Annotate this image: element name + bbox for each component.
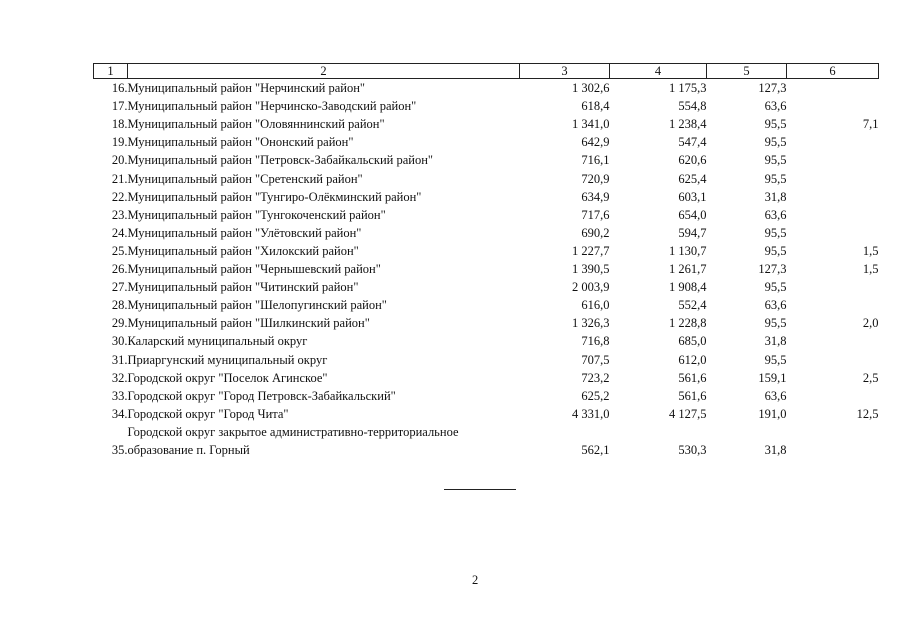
row-value-col5: 127,3 — [758, 262, 787, 277]
row-value-col5: 63,6 — [764, 298, 787, 313]
row-value-col6: 7,1 — [862, 117, 879, 132]
row-value-col4: 625,4 — [678, 171, 707, 186]
row-number: 17. — [111, 99, 128, 114]
page-number: 2 — [472, 573, 479, 587]
row-name: Городской округ "Город Чита" — [127, 406, 289, 421]
row-value-col4: 1 228,8 — [669, 316, 707, 331]
header-col-4: 4 — [610, 64, 707, 79]
row-value-col5: 95,5 — [764, 171, 787, 186]
table-row — [94, 350, 879, 368]
row-name: Муниципальный район "Нерчинский район" — [127, 81, 365, 96]
row-value-col4: 603,1 — [678, 189, 707, 204]
row-value-col6 — [787, 188, 879, 206]
budget-table — [93, 63, 879, 459]
row-value-col6 — [787, 224, 879, 242]
row-number: 23. — [111, 207, 128, 222]
header-col-6: 6 — [787, 64, 879, 79]
row-name: Муниципальный район "Нерчинско-Заводский район" — [127, 99, 417, 114]
row-value-col3: 707,5 — [581, 352, 610, 367]
row-number: 32. — [111, 370, 128, 385]
row-value-col4: 1 908,4 — [669, 280, 707, 295]
row-value-col6: 1,5 — [862, 243, 879, 258]
row-value-col5: 31,8 — [764, 334, 787, 349]
row-value-col5: 95,5 — [764, 280, 787, 295]
table-row — [94, 387, 879, 405]
row-value-col3: 618,4 — [581, 99, 610, 114]
row-number: 22. — [111, 189, 128, 204]
row-value-col3: 625,2 — [581, 388, 610, 403]
row-value-col5: 95,5 — [764, 135, 787, 150]
row-value-col4: 1 175,3 — [669, 81, 707, 96]
row-value-col4: 594,7 — [678, 225, 707, 240]
table-row — [94, 188, 879, 206]
row-value-col5: 95,5 — [764, 352, 787, 367]
row-value-col3: 723,2 — [581, 370, 610, 385]
row-value-col5: 127,3 — [758, 81, 787, 96]
row-number: 35. — [111, 442, 128, 457]
row-name: Муниципальный район "Тунгиро-Олёкминский район" — [127, 189, 422, 204]
table-row — [94, 314, 879, 332]
row-value-col6 — [787, 133, 879, 151]
row-number: 29. — [111, 316, 128, 331]
row-value-col6: 12,5 — [856, 406, 879, 421]
row-value-col3: 4 331,0 — [572, 406, 610, 421]
row-number: 31. — [111, 352, 128, 367]
table-row — [94, 405, 879, 423]
row-value-col6: 1,5 — [862, 262, 879, 277]
separator-line — [444, 489, 516, 490]
table-row — [94, 115, 879, 133]
row-value-col3: 716,1 — [581, 153, 610, 168]
row-value-col6 — [787, 423, 879, 459]
row-value-col5: 31,8 — [764, 442, 787, 457]
row-value-col6 — [787, 350, 879, 368]
table-row — [94, 260, 879, 278]
row-value-col4: 547,4 — [678, 135, 707, 150]
row-number: 25. — [111, 243, 128, 258]
row-value-col4: 1 238,4 — [669, 117, 707, 132]
row-value-col4: 4 127,5 — [669, 406, 707, 421]
row-number: 30. — [111, 334, 128, 349]
table-row — [94, 97, 879, 115]
row-value-col4: 1 130,7 — [669, 243, 707, 258]
row-value-col4: 612,0 — [678, 352, 707, 367]
row-value-col3: 1 326,3 — [572, 316, 610, 331]
row-name: Муниципальный район "Оловяннинский район" — [127, 117, 385, 132]
row-number: 24. — [111, 225, 128, 240]
row-name: Муниципальный район "Чернышевский район" — [127, 262, 381, 277]
row-value-col4: 685,0 — [678, 334, 707, 349]
row-name: Городской округ "Поселок Агинское" — [127, 370, 328, 385]
table-row — [94, 79, 879, 98]
row-value-col6 — [787, 79, 879, 98]
row-value-col6 — [787, 296, 879, 314]
row-value-col3: 690,2 — [581, 225, 610, 240]
row-value-col3: 1 341,0 — [572, 117, 610, 132]
table-row — [94, 332, 879, 350]
row-name: Муниципальный район "Улётовский район" — [127, 225, 362, 240]
row-number: 27. — [111, 280, 128, 295]
row-number: 18. — [111, 117, 128, 132]
row-name: Муниципальный район "Петровск-Забайкальский район" — [127, 153, 433, 168]
row-value-col3: 562,1 — [581, 442, 610, 457]
row-name: Муниципальный район "Тунгокоченский район" — [127, 207, 386, 222]
row-value-col5: 95,5 — [764, 243, 787, 258]
row-value-col6 — [787, 151, 879, 169]
row-name: Городской округ закрытое административно-территориальное образование п. Горный — [127, 424, 459, 457]
table-row — [94, 242, 879, 260]
row-number: 34. — [111, 406, 128, 421]
row-value-col3: 1 227,7 — [572, 243, 610, 258]
row-value-col6 — [787, 97, 879, 115]
row-value-col3: 716,8 — [581, 334, 610, 349]
row-value-col6 — [787, 278, 879, 296]
row-number: 21. — [111, 171, 128, 186]
table-row — [94, 224, 879, 242]
table-row — [94, 423, 879, 459]
row-number: 19. — [111, 135, 128, 150]
row-name: Каларский муниципальный округ — [127, 334, 308, 349]
row-value-col6: 2,5 — [862, 370, 879, 385]
row-value-col6 — [787, 169, 879, 187]
row-value-col5: 63,6 — [764, 207, 787, 222]
row-value-col3: 1 390,5 — [572, 262, 610, 277]
row-value-col4: 552,4 — [678, 298, 707, 313]
row-value-col3: 717,6 — [581, 207, 610, 222]
row-value-col5: 95,5 — [764, 225, 787, 240]
row-value-col4: 620,6 — [678, 153, 707, 168]
header-col-5: 5 — [707, 64, 787, 79]
row-name: Муниципальный район "Ононский район" — [127, 135, 354, 150]
table-row — [94, 369, 879, 387]
row-value-col3: 634,9 — [581, 189, 610, 204]
row-value-col3: 642,9 — [581, 135, 610, 150]
row-name: Муниципальный район "Хилокский район" — [127, 243, 359, 258]
row-value-col5: 63,6 — [764, 99, 787, 114]
table-row — [94, 169, 879, 187]
row-value-col5: 95,5 — [764, 153, 787, 168]
row-value-col4: 554,8 — [678, 99, 707, 114]
row-value-col6 — [787, 332, 879, 350]
row-value-col4: 530,3 — [678, 442, 707, 457]
row-value-col3: 1 302,6 — [572, 81, 610, 96]
row-name: Муниципальный район "Шилкинский район" — [127, 316, 370, 331]
row-value-col6: 2,0 — [862, 316, 879, 331]
row-name: Муниципальный район "Сретенский район" — [127, 171, 363, 186]
row-value-col3: 616,0 — [581, 298, 610, 313]
row-value-col6 — [787, 206, 879, 224]
row-name: Приаргунский муниципальный округ — [127, 352, 328, 367]
row-value-col5: 95,5 — [764, 316, 787, 331]
row-value-col4: 561,6 — [678, 370, 707, 385]
table-row — [94, 133, 879, 151]
row-number: 26. — [111, 262, 128, 277]
row-value-col6 — [787, 387, 879, 405]
row-value-col4: 654,0 — [678, 207, 707, 222]
table-header-row — [94, 64, 879, 79]
table-row — [94, 278, 879, 296]
row-value-col3: 720,9 — [581, 171, 610, 186]
row-name: Городской округ "Город Петровск-Забайкальский" — [127, 388, 396, 403]
row-value-col4: 1 261,7 — [669, 262, 707, 277]
header-col-3: 3 — [520, 64, 610, 79]
row-name: Муниципальный район "Читинский район" — [127, 280, 359, 295]
row-number: 16. — [111, 81, 128, 96]
row-name: Муниципальный район "Шелопугинский район" — [127, 298, 387, 313]
row-number: 33. — [111, 388, 128, 403]
row-value-col3: 2 003,9 — [572, 280, 610, 295]
table-row — [94, 151, 879, 169]
row-number: 28. — [111, 298, 128, 313]
header-col-1: 1 — [94, 64, 128, 79]
header-col-2: 2 — [128, 64, 520, 79]
table-row — [94, 296, 879, 314]
table-row — [94, 206, 879, 224]
row-value-col5: 31,8 — [764, 189, 787, 204]
row-value-col5: 95,5 — [764, 117, 787, 132]
row-number: 20. — [111, 153, 128, 168]
row-value-col5: 63,6 — [764, 388, 787, 403]
row-value-col5: 159,1 — [758, 370, 787, 385]
row-value-col4: 561,6 — [678, 388, 707, 403]
row-value-col5: 191,0 — [758, 406, 787, 421]
